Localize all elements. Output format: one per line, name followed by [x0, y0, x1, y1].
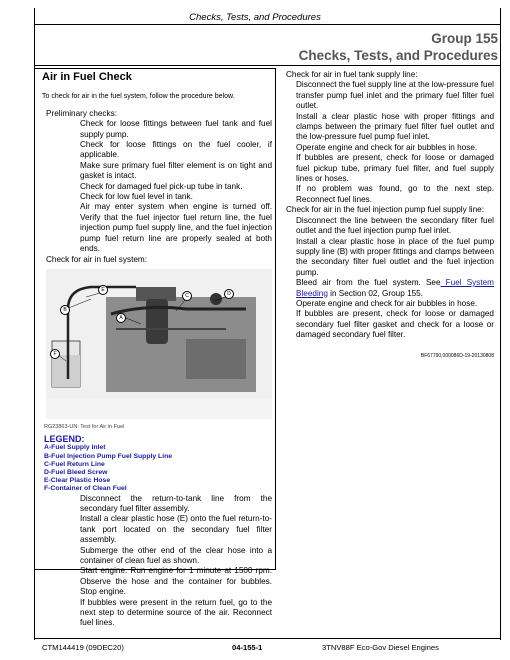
- engine-illustration: [46, 269, 272, 399]
- callout-b: B: [60, 305, 70, 315]
- procedure-step: Submerge the other end of the clear hose into a container of clean fuel as shown.: [80, 545, 272, 565]
- group-number: Group 155: [431, 31, 498, 46]
- callout-f: F: [50, 349, 60, 359]
- pump-step: Install a clear plastic hose in place of the fuel pump supply line (B) with proper fittings and clamps between the secondary filter fuel outlet and the fuel injection pump.: [296, 236, 494, 277]
- preliminary-label: Preliminary checks:: [46, 108, 117, 118]
- legend-item: C-Fuel Return Line: [44, 460, 105, 468]
- procedure-step: If bubbles were present in the return fuel, go to the next step to determine source of the air. Reconnect fuel lines.: [80, 597, 272, 628]
- figure-caption: RG23863-UN: Test for Air in Fuel: [44, 423, 125, 430]
- container-fuel-level: [52, 355, 80, 387]
- footer-product: 3TNV88F Eco-Gov Diesel Engines: [322, 643, 439, 652]
- procedure-step: Start engine. Run engine for 1 minute at 1500 rpm. Observe the hose and the container for bubbles. Stop engine.: [80, 566, 272, 597]
- tank-step: Operate engine and check for air bubbles in hose.: [296, 142, 478, 152]
- footer-page-number: 04-155-1: [232, 643, 263, 652]
- callout-c: C: [182, 291, 192, 301]
- preliminary-item: Check for loose fittings between fuel tank and fuel supply pump.: [80, 119, 272, 139]
- legend-title: LEGEND:: [44, 434, 85, 445]
- tank-step: Install a clear plastic hose with proper fittings and clamps between the primary fuel filter fuel outlet and the low-pressure fuel pump fuel inlet.: [296, 111, 494, 142]
- preliminary-item: Check for low fuel level in tank.: [80, 192, 193, 202]
- procedure-step: Install a clear plastic hose (E) onto the fuel return-to-tank port located on the secondary fuel filter assembly.: [80, 514, 272, 545]
- injection-pump: [186, 339, 246, 379]
- callout-a: A: [116, 313, 126, 323]
- document-reference: BF67790,000086D-19-20130808: [420, 352, 494, 359]
- header-rule: [34, 24, 501, 25]
- footer-rule: [34, 638, 501, 639]
- section-intro: To check for air in the fuel system, follow the procedure below.: [42, 93, 235, 101]
- callout-e: E: [98, 285, 108, 295]
- preliminary-item: Make sure primary fuel filter element is on tight and gasket is intact.: [80, 160, 272, 181]
- legend-item: E-Clear Plastic Hose: [44, 477, 111, 485]
- legend-item: D-Fuel Bleed Screw: [44, 468, 108, 476]
- tank-step: If bubbles are present, check for loose or damaged fuel pickup tube, primary fuel filter, and fuel supply lines or hoses.: [296, 153, 494, 184]
- pump-check-label: Check for air in the fuel injection pump fuel supply line:: [286, 205, 484, 215]
- bleed-text: Bleed air from the fuel system. See: [296, 278, 441, 288]
- pump-step: Operate engine and check for air bubbles in hose.: [296, 298, 478, 308]
- right-column: [286, 70, 494, 361]
- procedure-step: Disconnect the return-to-tank line from the secondary fuel filter assembly.: [80, 493, 272, 513]
- page-frame-right: [500, 8, 501, 640]
- preliminary-item: Air may enter system when engine is turned off. Verify that the fuel injector fuel return line, the fuel injection pump fuel supply line, and the fuel injection pump fuel return line are properly sealed at both ends.: [80, 202, 272, 254]
- tank-step: If no problem was found, go to the next step. Reconnect fuel lines.: [296, 184, 494, 204]
- left-column: [36, 68, 272, 629]
- secondary-fuel-filter: [146, 299, 168, 344]
- legend-item: F-Container of Clean Fuel: [44, 485, 127, 493]
- group-title: Checks, Tests, and Procedures: [298, 48, 498, 63]
- bleed-ref: in Section 02, Group 155.: [327, 288, 424, 298]
- legend-item: B-Fuel Injection Pump Fuel Supply Line: [44, 452, 173, 460]
- system-label: Check for air in fuel system:: [46, 254, 148, 264]
- pump-step: Disconnect the line between the secondary filter fuel outlet and the fuel injection pump fuel inlet.: [296, 215, 494, 236]
- callout-d: D: [224, 289, 234, 299]
- running-head: Checks, Tests, and Procedures: [189, 12, 321, 23]
- legend-item: A-Fuel Supply Inlet: [44, 444, 106, 452]
- tank-step: Disconnect the fuel supply line at the low-pressure fuel transfer pump fuel inlet and the primary fuel filter fuel outlet.: [296, 80, 494, 111]
- engine-figure: [46, 269, 272, 419]
- group-heading: [299, 30, 498, 64]
- preliminary-item: Check for loose fittings on the fuel cooler, if applicable.: [80, 140, 272, 160]
- tank-check-label: Check for air in fuel tank supply line:: [286, 70, 418, 79]
- preliminary-item: Check for damaged fuel pick-up tube in tank.: [80, 181, 243, 191]
- title-rule: [34, 65, 501, 66]
- pump-step: If bubbles are present, check for loose or damaged secondary fuel filter gasket and check for a loose or damaged secondary fuel filter.: [296, 309, 494, 340]
- bleed-step: [286, 278, 494, 299]
- fuel-system-bleeding-link[interactable]: Fuel System Bleeding: [296, 278, 494, 298]
- secondary-filter-head: [136, 287, 176, 301]
- footer-doc-id: CTM144419 (09DEC20): [42, 643, 124, 652]
- section-title: Air in Fuel Check: [42, 71, 132, 83]
